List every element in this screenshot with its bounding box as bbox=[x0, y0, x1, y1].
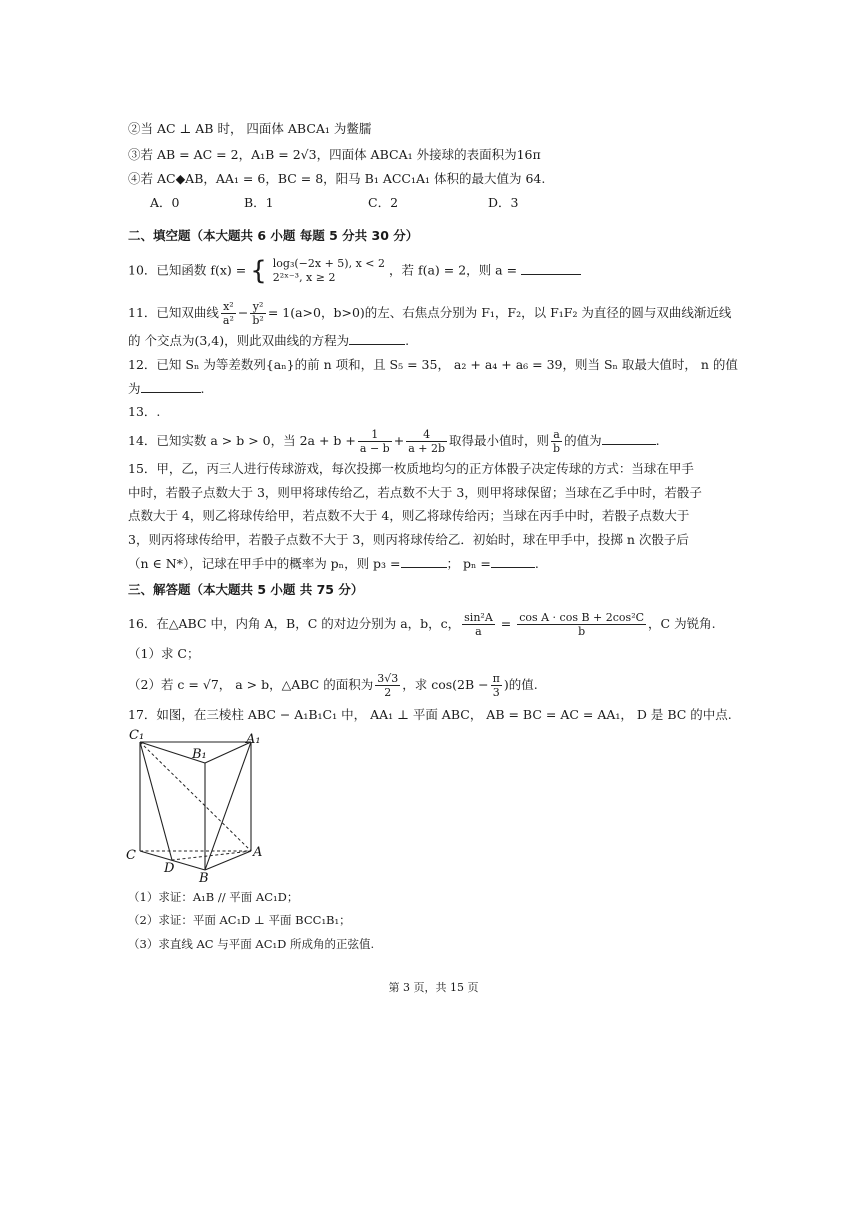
question-16: 16．在△ABC 中，内角 A，B，C 的对边分别为 a，b，c， $\frac{\text{sin²A}}{a}$ = $\frac{\text{cos A · cos B + 2cos²C}}{b}$ ，C 为锐角. bbox=[128, 611, 716, 638]
frac-numerator: 4 bbox=[406, 428, 447, 442]
question-15-line-5 bbox=[128, 555, 539, 573]
frac-numerator: x² bbox=[221, 300, 236, 314]
q16-frac-1 bbox=[462, 611, 495, 638]
q15-answer-blank-1 bbox=[401, 555, 447, 568]
label-d: D bbox=[164, 861, 175, 876]
page-footer: 第 3 页，共 15 页 bbox=[388, 981, 479, 994]
frac-denominator: b bbox=[578, 625, 586, 638]
q16-2-text-a: （2）若 c = √7， a > b，△ABC 的面积为 bbox=[128, 677, 374, 692]
label-b1: B₁ bbox=[192, 747, 207, 762]
frac-numerator: a bbox=[551, 428, 562, 442]
item-3: ③若 AB = AC = 2，A₁B = 2√3，四面体 ABCA₁ 外接球的表面积为16π bbox=[128, 147, 541, 162]
q15-text-a: （n ∈ N*），记球在甲手中的概率为 pₙ，则 p₃ = bbox=[128, 556, 401, 571]
q14-frac-2 bbox=[406, 428, 447, 455]
item-2: ②当 AC ⊥ AB 时， 四面体 ABCA₁ 为鳖臑 bbox=[128, 121, 372, 136]
question-14: 14．已知实数 a > b > 0，当 2a + b + $\frac{1}{a - b}$ + $\frac{4}{a + 2b}$ 取得最小值时，则 $\frac{a}{b}$ 的值为 . bbox=[128, 428, 660, 455]
q10-case-2: 2²ˣ⁻³, x ≥ 2 bbox=[272, 271, 336, 284]
q16-text-a: 16．在△ABC 中，内角 A，B，C 的对边分别为 a，b，c， bbox=[128, 616, 461, 631]
question-17-part-2: （2）求证：平面 AC₁D ⊥ 平面 BCC₁B₁； bbox=[128, 913, 351, 927]
q10-text: 10．已知函数 f(x) = bbox=[128, 262, 247, 278]
q15-text-b: ； pₙ = bbox=[446, 556, 491, 571]
q11-frac-x bbox=[221, 300, 236, 327]
q11-text-c: 的 个交点为(3,4)，则此双曲线的方程为 bbox=[128, 333, 350, 348]
label-a1: A₁ bbox=[246, 732, 261, 747]
q10-condition: ，若 f(a) = 2，则 a = bbox=[388, 262, 522, 278]
question-16-part-1: （1）求 C； bbox=[128, 646, 200, 661]
q14-text-a: 14．已知实数 a > b > 0，当 2a + b + bbox=[128, 433, 356, 448]
question-17-part-1: （1）求证：A₁B // 平面 AC₁D； bbox=[128, 890, 299, 904]
frac-numerator: sin²A bbox=[464, 611, 493, 624]
question-17: 17．如图，在三棱柱 ABC − A₁B₁C₁ 中， AA₁ ⊥ 平面 ABC， AB = BC = AC = AA₁， D 是 BC 的中点. bbox=[128, 707, 732, 722]
q14-text-c: 的值为 bbox=[564, 433, 602, 448]
frac-denominator: b² bbox=[252, 314, 264, 327]
question-15-line-1: 15．甲，乙，丙三人进行传球游戏，每次投掷一枚质地均匀的正方体骰子决定传球的方式：当球在甲手 bbox=[128, 461, 694, 476]
question-11: 11．已知双曲线 $\frac{\text{x²}}{\text{a²}}$ − $\frac{\text{y²}}{\text{b²}}$ = 1(a>0，b>0)的左、右焦点分别为 F₁，F₂，以 F₁F₂ 为直径的圆与双曲线渐近线 bbox=[128, 300, 732, 327]
question-15-line-2: 中时，若骰子点数大于 3，则甲将球传给乙，若点数不大于 3，则甲将球保留；当球在乙手中时，若骰子 bbox=[128, 485, 702, 500]
q10-case-1: log₃(−2x + 5), x < 2 bbox=[272, 257, 385, 270]
q14-text-b: 取得最小值时，则 bbox=[449, 433, 550, 448]
frac-denominator: a + 2b bbox=[408, 442, 445, 455]
frac-numerator: y² bbox=[250, 300, 265, 314]
frac-numerator: cos A · cos B + 2cos²C bbox=[519, 611, 645, 624]
label-b: B bbox=[199, 871, 209, 884]
q11-text-a: 11．已知双曲线 bbox=[128, 305, 219, 320]
question-15-line-3: 点数大于 4，则乙将球传给甲，若点数不大于 4，则乙将球传给丙；当球在丙手中时，若骰子点数大于 bbox=[128, 508, 690, 523]
q16-area-frac bbox=[375, 672, 400, 699]
frac-denominator: a² bbox=[222, 314, 234, 327]
question-17-part-3: （3）求直线 AC 与平面 AC₁D 所成角的正弦值. bbox=[128, 937, 375, 951]
choice-a: A．0 bbox=[150, 195, 180, 210]
q16-2-text-b: ，求 cos(2B − bbox=[402, 677, 489, 692]
question-10 bbox=[128, 257, 581, 285]
question-12-line-2: 为 . bbox=[128, 381, 205, 396]
label-a: A bbox=[253, 845, 263, 860]
frac-denominator: a bbox=[475, 625, 482, 638]
section-3-header: 三、解答题（本大题共 5 小题 共 75 分） bbox=[128, 582, 364, 597]
frac-denominator: 2 bbox=[384, 686, 392, 699]
q15-answer-blank-2 bbox=[491, 555, 535, 568]
question-15-line-4: 3，则丙将球传给甲，若骰子点数不大于 3，则丙将球传给乙．初始时，球在甲手中，投掷 n 次骰子后 bbox=[128, 532, 689, 547]
q12-answer-blank bbox=[141, 380, 201, 393]
q16-pi-frac bbox=[491, 672, 502, 699]
q10-cases bbox=[273, 257, 385, 285]
q14-frac-1 bbox=[358, 428, 392, 455]
q11-frac-y bbox=[250, 300, 265, 327]
q14-frac-3 bbox=[551, 428, 562, 455]
label-c1: C₁ bbox=[129, 728, 145, 743]
q16-2-text-c: )的值. bbox=[503, 677, 538, 692]
choice-d: D．3 bbox=[488, 195, 519, 210]
q15-end: . bbox=[534, 556, 539, 571]
label-c: C bbox=[126, 848, 136, 863]
section-2-header: 二、填空题（本大题共 6 小题 每题 5 分共 30 分） bbox=[128, 228, 419, 243]
frac-denominator: b bbox=[553, 442, 561, 455]
q16-text-b: ，C 为锐角. bbox=[648, 616, 716, 631]
q10-answer-blank bbox=[521, 262, 581, 275]
prism-figure bbox=[120, 726, 270, 884]
q11-text-b: = 1(a>0，b>0)的左、右焦点分别为 F₁，F₂，以 F₁F₂ 为直径的圆与双曲线渐近线 bbox=[267, 305, 732, 320]
item-4: ④若 AC◆AB，AA₁ = 6，BC = 8，阳马 B₁ ACC₁A₁ 体积的最大值为 64. bbox=[128, 171, 546, 186]
choice-c: C．2 bbox=[368, 195, 399, 210]
brace-icon: { bbox=[250, 256, 267, 286]
q16-frac-2 bbox=[517, 611, 646, 638]
frac-numerator: 3√3 bbox=[377, 672, 399, 685]
question-16-part-2 bbox=[128, 672, 538, 699]
choice-b: B．1 bbox=[244, 195, 274, 210]
q12-text: 为 bbox=[128, 381, 141, 396]
segment-c1-d bbox=[140, 742, 172, 860]
question-13: 13．. bbox=[128, 404, 161, 419]
q14-answer-blank bbox=[602, 432, 656, 445]
frac-numerator: 1 bbox=[358, 428, 392, 442]
q11-answer-blank bbox=[349, 332, 405, 345]
question-12: 12．已知 Sₙ 为等差数列{aₙ}的前 n 项和，且 S₅ = 35， a₂ + a₄ + a₆ = 39，则当 Sₙ 取最大值时， n 的值 bbox=[128, 357, 738, 372]
frac-denominator: 3 bbox=[492, 686, 500, 699]
frac-numerator: π bbox=[492, 672, 500, 685]
frac-denominator: a − b bbox=[359, 442, 390, 455]
question-11-line-2: 的 个交点为(3,4)，则此双曲线的方程为 . bbox=[128, 333, 410, 348]
